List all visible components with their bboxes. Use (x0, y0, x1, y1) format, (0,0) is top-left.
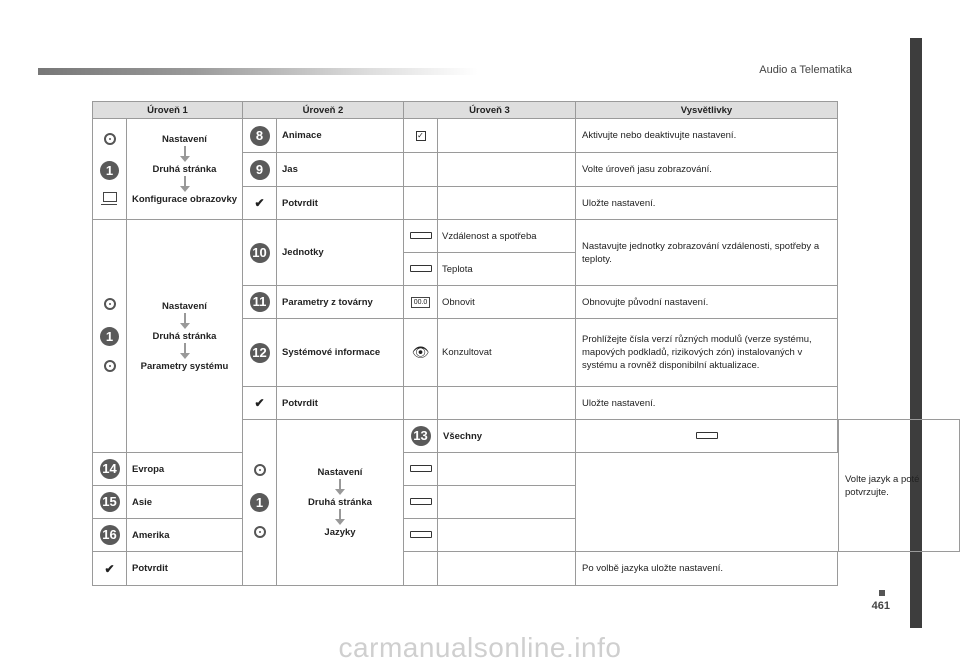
item-number: 13 (411, 426, 431, 446)
checkbox-icon: ✓ (417, 131, 424, 140)
level-2-label: Jas (277, 153, 404, 187)
header-decorative-bar (38, 68, 478, 75)
explanation: Uložte nastavení. (576, 187, 838, 220)
section-title: Audio a Telematika (759, 64, 852, 76)
table-row (93, 453, 960, 486)
level-2-label: Amerika (127, 519, 243, 552)
eye-icon: 👁 (411, 344, 430, 360)
arrow-down-icon (180, 146, 190, 162)
level-2-label: Potvrdit (277, 187, 404, 220)
item-number: 8 (250, 126, 270, 146)
settings-gear-icon (104, 298, 116, 310)
level-3-label: Konzultovat (438, 319, 576, 387)
path-step: Nastavení (162, 300, 207, 312)
table-header-row (93, 102, 960, 119)
path-step: Nastavení (162, 133, 207, 145)
reset-counter-icon: 00.0 (411, 297, 431, 308)
header-level-3: Úroveň 3 (404, 102, 576, 119)
level-2-label: Asie (127, 486, 243, 519)
display-screen-icon (103, 192, 117, 202)
explanation: Obnovujte původní nastavení. (576, 286, 838, 319)
path-step: Jazyky (324, 527, 356, 538)
path-step: Druhá stránka (152, 330, 217, 342)
settings-table (92, 101, 960, 586)
option-bar-icon (410, 498, 432, 505)
checkmark-icon: ✔ (104, 561, 115, 576)
table-row (93, 552, 960, 586)
settings-gear-icon (254, 464, 266, 476)
item-number: 10 (250, 243, 270, 263)
group-2-path (127, 220, 243, 453)
explanation: Volte úroveň jasu zobrazování. (576, 153, 838, 187)
page-number: 461 (871, 600, 890, 612)
watermark: carmanualsonline.info (338, 632, 622, 663)
group-3-icons (243, 420, 277, 586)
level-2-label: Parametry z továrny (277, 286, 404, 319)
option-bar-icon (410, 531, 432, 538)
path-step: Druhá stránka (308, 497, 372, 508)
badge-number: 1 (250, 493, 269, 512)
table-row (93, 119, 960, 153)
level-2-label: Potvrdit (127, 552, 243, 586)
level-3-label: Obnovit (438, 286, 576, 319)
page-marker (879, 590, 885, 596)
table-row (93, 486, 960, 519)
option-bar-icon (410, 265, 432, 272)
header-level-1: Úroveň 1 (93, 102, 243, 119)
arrow-down-icon (335, 509, 345, 525)
group-2-icons (93, 220, 127, 453)
item-number: 11 (250, 292, 270, 312)
path-step: Druhá stránka (152, 163, 217, 175)
arrow-down-icon (180, 343, 190, 359)
badge-number: 1 (100, 327, 119, 346)
arrow-down-icon (180, 313, 190, 329)
level-2-label: Systémové informace (277, 319, 404, 387)
group-3-path (277, 420, 404, 586)
explanation: Prohlížejte čísla verzí různých modulů (verze systému, mapových podkladů, rizikových zón) instalovaných v systému a rovněž disponibilní aktualizace. (576, 319, 838, 387)
header-level-2: Úroveň 2 (243, 102, 404, 119)
checkmark-icon: ✔ (254, 196, 265, 210)
table-row (93, 220, 960, 253)
system-settings-icon (104, 360, 116, 372)
path-step: Nastavení (317, 467, 363, 478)
level-2-label: Potvrdit (277, 387, 404, 420)
path-step: Konfigurace obrazovky (131, 193, 238, 205)
path-step: Parametry systému (140, 360, 229, 372)
group-1-icons (93, 119, 127, 220)
explanation: Aktivujte nebo deaktivujte nastavení. (576, 119, 838, 153)
item-number: 15 (100, 492, 120, 512)
level-3-label: Vzdálenost a spotřeba (438, 220, 576, 253)
level-3-label: Teplota (438, 253, 576, 286)
checkmark-icon: ✔ (254, 396, 265, 410)
settings-gear-icon (104, 133, 116, 145)
level-2-label: Evropa (127, 453, 243, 486)
badge-number: 1 (100, 161, 119, 180)
option-bar-icon (410, 465, 432, 472)
option-bar-icon (696, 432, 718, 439)
option-bar-icon (410, 232, 432, 239)
table-row (93, 519, 960, 552)
item-number: 9 (250, 160, 270, 180)
explanation: Uložte nastavení. (576, 387, 838, 420)
explanation: Nastavujte jednotky zobrazování vzdálenosti, spotřeby a teploty. (576, 220, 838, 286)
arrow-down-icon (335, 479, 345, 495)
item-number: 14 (100, 459, 120, 479)
header-explanations: Vysvětlivky (576, 102, 838, 119)
group-1-path (127, 119, 243, 220)
level-2-label: Animace (277, 119, 404, 153)
explanation: Volte jazyk a poté potvrzujte. (839, 420, 960, 552)
arrow-down-icon (180, 176, 190, 192)
level-2-label: Všechny (438, 420, 576, 453)
language-icon (254, 526, 266, 538)
explanation: Po volbě jazyka uložte nastavení. (576, 552, 838, 586)
item-number: 12 (250, 343, 270, 363)
item-number: 16 (100, 525, 120, 545)
level-2-label: Jednotky (277, 220, 404, 286)
